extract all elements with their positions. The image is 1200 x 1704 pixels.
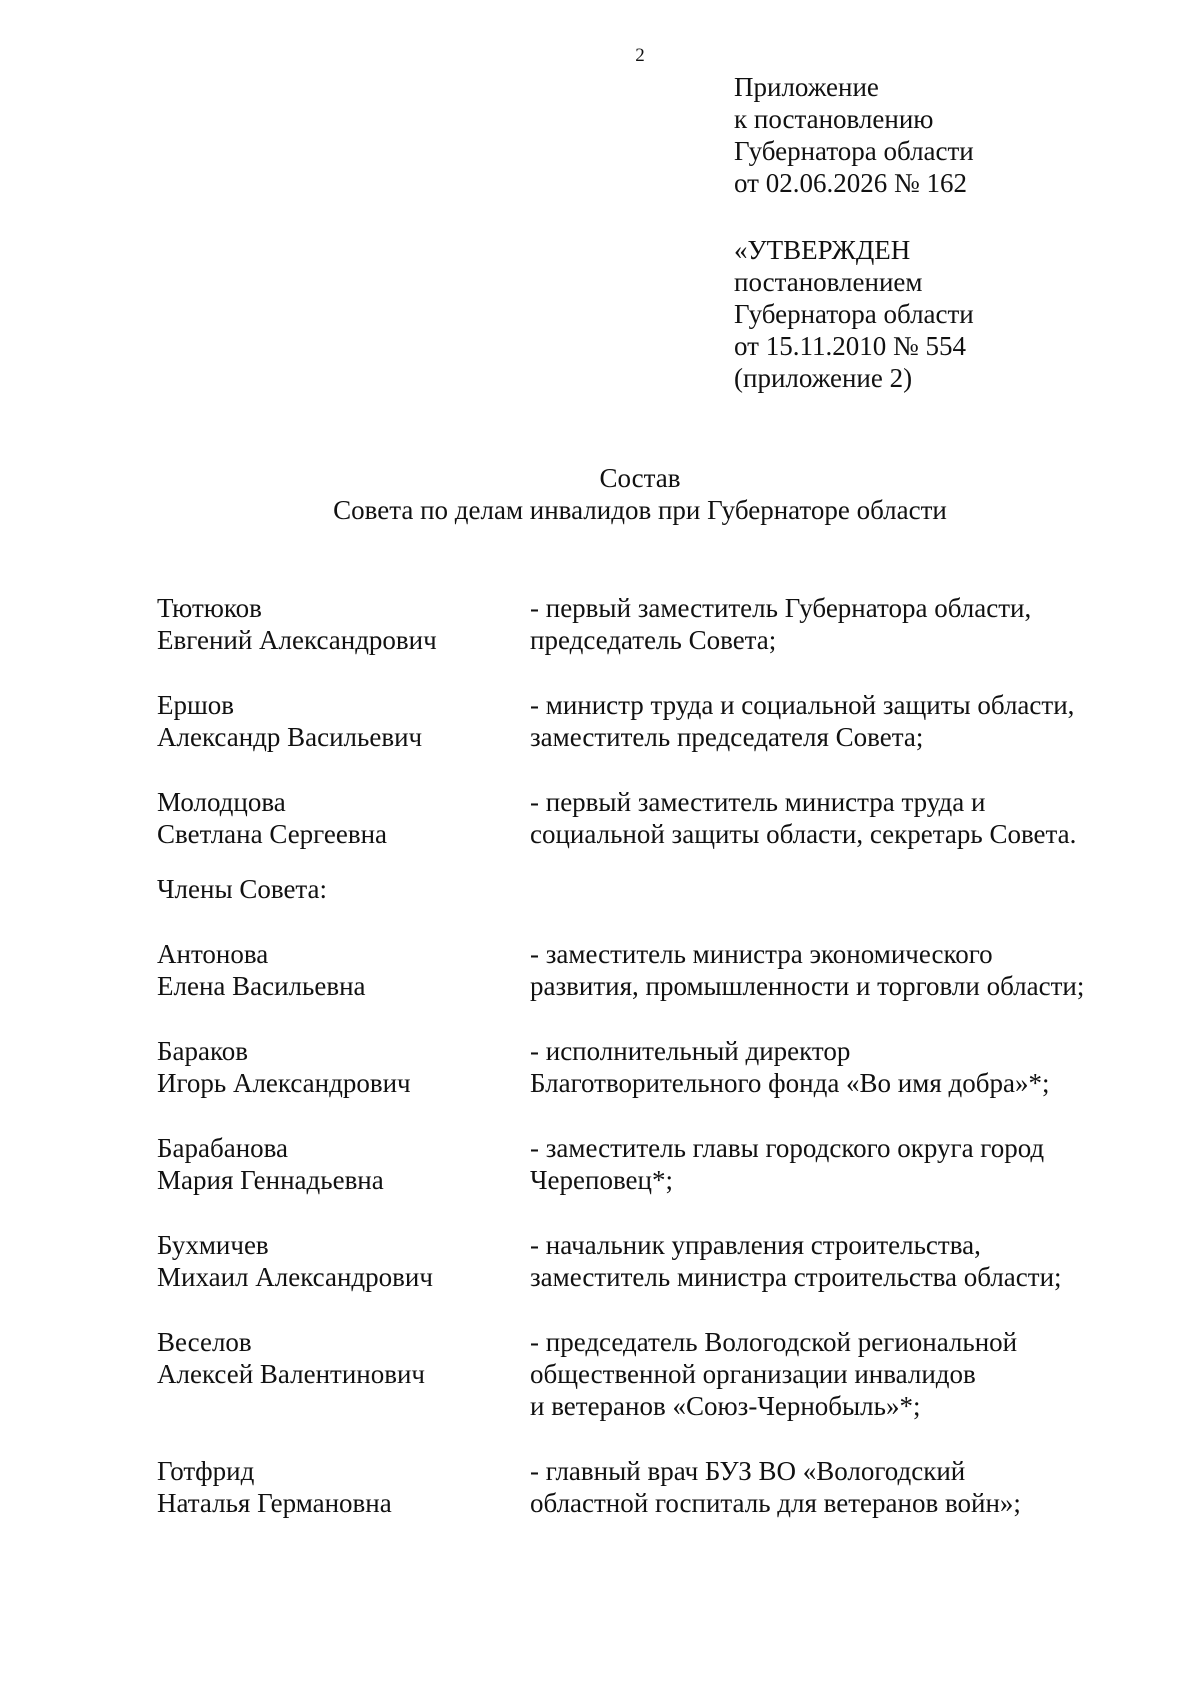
member-role — [530, 938, 1137, 1002]
role-line: Благотворительного фонда «Во имя добра»*; — [530, 1068, 1050, 1098]
role-line: общественной организации инвалидов — [530, 1359, 976, 1389]
member-name — [157, 1035, 530, 1099]
role-line: председатель Совета; — [530, 625, 777, 655]
member-name — [157, 592, 530, 656]
member-entry — [157, 1229, 1137, 1293]
member-surname: Антонова — [157, 939, 269, 969]
document-title — [0, 462, 1200, 526]
approval-stamp-text — [734, 234, 1174, 394]
member-role — [530, 1455, 1137, 1519]
member-given-names: Мария Геннадьевна — [157, 1165, 384, 1195]
member-given-names: Михаил Александрович — [157, 1262, 433, 1292]
role-line: и ветеранов «Союз-Чернобыль»*; — [530, 1391, 921, 1421]
member-name — [157, 1229, 530, 1293]
member-entry — [157, 1035, 1137, 1099]
council-composition — [157, 592, 1137, 1552]
member-role — [530, 1035, 1137, 1099]
approval-line: постановлением — [734, 267, 923, 297]
approval-line: «УТВЕРЖДЕН — [734, 235, 911, 265]
role-line: социальной защиты области, секретарь Совета. — [530, 819, 1077, 849]
member-given-names: Евгений Александрович — [157, 625, 437, 655]
member-surname: Бараков — [157, 1036, 248, 1066]
member-name — [157, 786, 530, 850]
approval-line: (приложение 2) — [734, 363, 913, 393]
role-line: заместитель председателя Совета; — [530, 722, 924, 752]
title-line-1: Состав — [599, 463, 681, 493]
member-surname: Тютюков — [157, 593, 262, 623]
member-name — [157, 689, 530, 753]
member-entry — [157, 592, 1137, 656]
member-given-names: Игорь Александрович — [157, 1068, 411, 1098]
member-role — [530, 1229, 1137, 1293]
role-line: - начальник управления строительства, — [530, 1230, 981, 1260]
member-surname: Готфрид — [157, 1456, 255, 1486]
role-line: Череповец*; — [530, 1165, 673, 1195]
role-line: - председатель Вологодской региональной — [530, 1327, 1018, 1357]
title-line-2: Совета по делам инвалидов при Губернаторе области — [333, 495, 947, 525]
role-line: заместитель министра строительства области; — [530, 1262, 1062, 1292]
member-entry — [157, 1455, 1137, 1519]
role-line: - первый заместитель Губернатора области, — [530, 593, 1032, 623]
role-line: развития, промышленности и торговли области; — [530, 971, 1085, 1001]
member-name — [157, 938, 530, 1002]
role-line: - первый заместитель министра труда и — [530, 787, 986, 817]
appendix-line: Губернатора области — [734, 136, 974, 166]
member-entry — [157, 1132, 1137, 1196]
member-role — [530, 592, 1137, 656]
role-line: - исполнительный директор — [530, 1036, 851, 1066]
member-given-names: Александр Васильевич — [157, 722, 423, 752]
member-surname: Веселов — [157, 1327, 252, 1357]
appendix-line: Приложение — [734, 72, 879, 102]
member-surname: Ершов — [157, 690, 235, 720]
member-entry — [157, 786, 1137, 850]
appendix-line: от 02.06.2026 № 162 — [734, 168, 967, 198]
member-role — [530, 1132, 1137, 1196]
member-surname: Барабанова — [157, 1133, 289, 1163]
role-line: - министр труда и социальной защиты области, — [530, 690, 1075, 720]
member-surname: Молодцова — [157, 787, 286, 817]
member-surname: Бухмичев — [157, 1230, 269, 1260]
approval-line: от 15.11.2010 № 554 — [734, 331, 966, 361]
member-given-names: Наталья Германовна — [157, 1488, 392, 1518]
appendix-line: к постановлению — [734, 104, 934, 134]
member-entry — [157, 689, 1137, 753]
role-line: - заместитель главы городского округа город — [530, 1133, 1045, 1163]
role-line: областной госпиталь для ветеранов войн»; — [530, 1488, 1021, 1518]
member-role — [530, 689, 1137, 753]
approval-line: Губернатора области — [734, 299, 974, 329]
role-line: - главный врач БУЗ ВО «Вологодский — [530, 1456, 966, 1486]
members-section-label: Члены Совета: — [157, 874, 328, 904]
member-name — [157, 1132, 530, 1196]
member-role — [530, 786, 1137, 850]
member-role — [530, 1326, 1137, 1422]
member-name — [157, 1455, 530, 1519]
member-given-names: Елена Васильевна — [157, 971, 366, 1001]
member-given-names: Светлана Сергеевна — [157, 819, 388, 849]
member-entry — [157, 1326, 1137, 1422]
member-name — [157, 1326, 530, 1422]
appendix-header — [734, 71, 1174, 199]
member-entry — [157, 938, 1137, 1002]
member-given-names: Алексей Валентинович — [157, 1359, 426, 1389]
page-number: 2 — [635, 45, 645, 66]
role-line: - заместитель министра экономического — [530, 939, 993, 969]
